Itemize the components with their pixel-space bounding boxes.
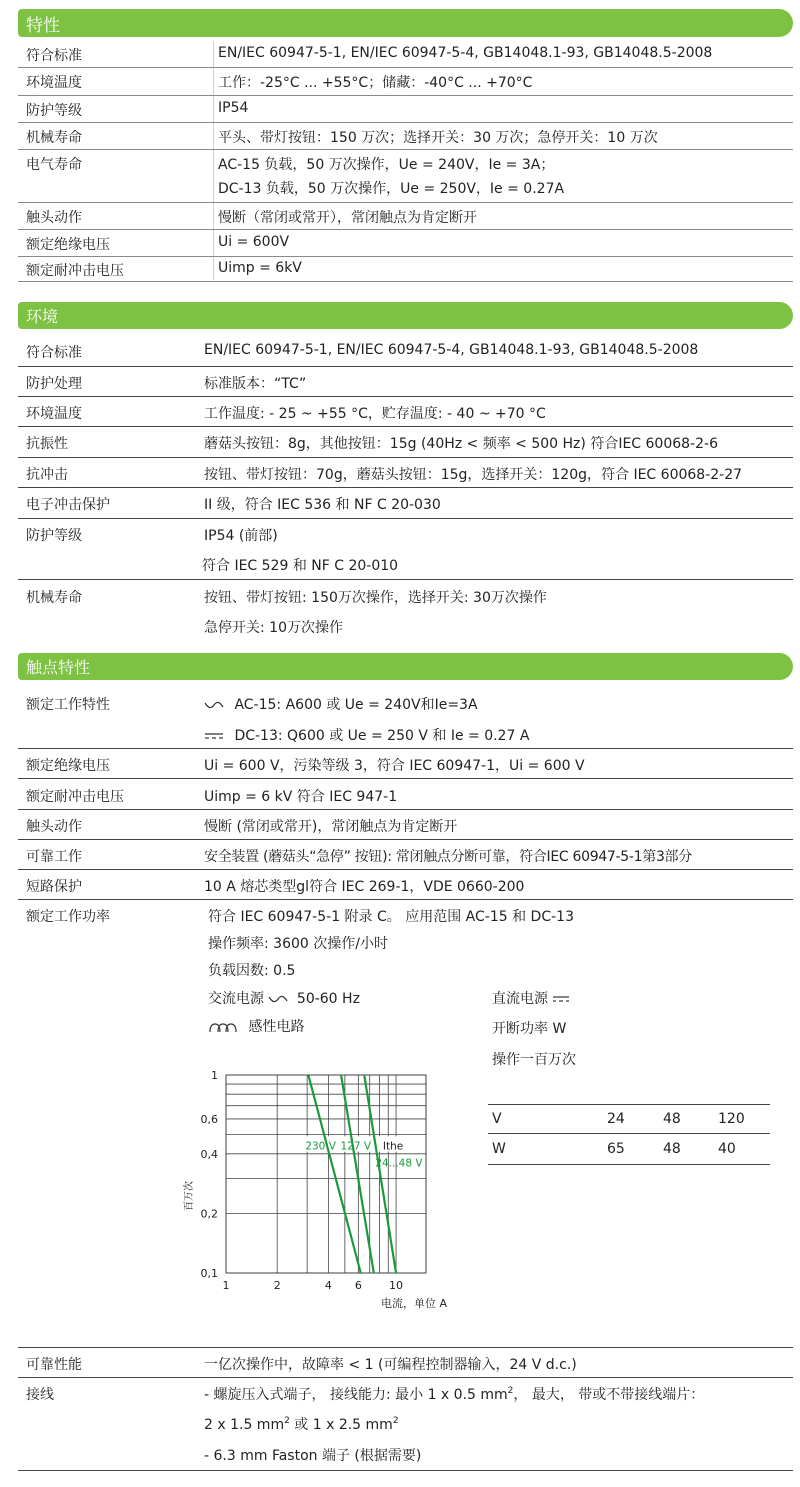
row-divider — [18, 1347, 793, 1348]
ac-frequency: 50-60 Hz — [296, 991, 360, 1007]
table-row — [18, 203, 793, 229]
table-row — [18, 230, 793, 256]
row-label: 抗振性 — [26, 436, 68, 452]
ac-supply-text: 交流电源 — [208, 991, 264, 1007]
x-tick-label: 10 — [389, 1279, 404, 1292]
row-label: 可靠性能 — [26, 1357, 82, 1373]
row-divider — [18, 366, 793, 367]
wiring-text: - 螺旋压入式端子， 接线能力: 最小 1 x 0.5 mm — [204, 1387, 508, 1403]
x-tick-label: 2 — [273, 1279, 281, 1292]
section-title: 触点特性 — [26, 658, 91, 677]
y-tick-label: 0,6 — [200, 1112, 218, 1126]
superscript: 2 — [284, 1416, 290, 1426]
row-value: EN/IEC 60947-5-1, EN/IEC 60947-5-4, GB14048.1-93, GB14048.5-2008 — [204, 342, 699, 358]
row-value — [204, 694, 478, 714]
row-value: 蘑菇头按钮：8g，其他按钮：15g (40Hz < 频率 < 500 Hz) 符合IEC 60068-2-6 — [204, 436, 718, 452]
row-divider — [18, 396, 793, 397]
row-label: 符合标准 — [26, 48, 82, 64]
row-divider — [18, 899, 793, 900]
row-value: 平头、带灯按钮：150 万次；选择开关：30 万次；急停开关：10 万次 — [218, 130, 658, 146]
table-cell: 48 — [663, 1141, 681, 1157]
row-label: 符合标准 — [26, 345, 82, 361]
row-divider — [18, 579, 793, 580]
row-divider — [18, 1470, 793, 1471]
row-value: Uimp = 6 kV 符合 IEC 947-1 — [204, 789, 398, 805]
row-label: 电子冲击保护 — [26, 497, 110, 513]
dc-breaking-power: 开断功率 W — [492, 1021, 567, 1037]
row-divider — [18, 457, 793, 458]
row-value: 一亿次操作中，故障率 < 1 (可编程控制器输入，24 V d.c.) — [204, 1357, 577, 1373]
table-cell: 65 — [607, 1141, 625, 1157]
x-tick-label: 4 — [324, 1279, 332, 1292]
row-value: 安全装置 (蘑菇头“急停” 按钮): 常闭触点分断可靠，符合IEC 60947-5-1第3部分 — [204, 849, 692, 865]
table-row — [18, 257, 793, 283]
section-header-contact-characteristics — [18, 653, 793, 680]
row-value: 操作频率: 3600 次操作/小时 — [208, 936, 388, 952]
row-label: 触头动作 — [26, 819, 82, 835]
row-label: 额定绝缘电压 — [26, 758, 110, 774]
row-label: 环境温度 — [26, 406, 82, 422]
row-label: 防护等级 — [26, 528, 82, 544]
table-row — [18, 150, 793, 202]
row-value: 符合 IEC 529 和 NF C 20-010 — [202, 558, 399, 574]
row-value: - 6.3 mm Faston 端子 (根据需要) — [204, 1448, 422, 1464]
row-value: IP54 — [218, 100, 249, 116]
series-label: 24...48 V — [375, 1157, 423, 1170]
row-label: 额定耐冲击电压 — [26, 263, 124, 279]
row-divider — [18, 748, 793, 749]
dc-symbol-icon — [204, 730, 224, 742]
row-divider — [18, 839, 793, 840]
series-line — [308, 1075, 360, 1273]
row-label: 抗冲击 — [26, 467, 68, 483]
table-row — [18, 41, 793, 67]
row-divider — [18, 1377, 793, 1378]
row-label: 额定工作功率 — [26, 909, 110, 925]
dc-rating: DC-13: Q600 或 Ue = 250 V 和 Ie = 0.27 A — [234, 728, 530, 744]
life-curve-chart — [180, 1060, 450, 1320]
superscript: 2 — [507, 1386, 514, 1396]
inductive-circuit-label — [208, 1016, 304, 1036]
dc-operations: 操作一百万次 — [492, 1052, 576, 1068]
row-value: 负载因数: 0.5 — [208, 963, 296, 979]
row-label: 电气寿命 — [26, 157, 82, 173]
row-value: AC-15 负载，50 万次操作，Ue = 240V，Ie = 3A； — [218, 157, 555, 173]
row-value: IP54 (前部) — [204, 528, 278, 544]
row-divider — [18, 809, 793, 810]
ac-symbol-icon — [204, 699, 224, 711]
row-label: 接线 — [26, 1387, 54, 1403]
row-value: EN/IEC 60947-5-1, EN/IEC 60947-5-4, GB14048.1-93, GB14048.5-2008 — [218, 45, 713, 61]
wiring-text: ， 最大， 带或不带接线端片： — [513, 1387, 705, 1403]
table-row — [18, 123, 793, 149]
row-value: Ui = 600 V，污染等级 3，符合 IEC 60947-1，Ui = 600 V — [204, 758, 585, 774]
row-value: Uimp = 6kV — [218, 260, 302, 276]
dc-supply-label — [492, 988, 570, 1008]
section-title: 特性 — [26, 15, 60, 36]
row-value — [204, 725, 529, 745]
row-label: 环境温度 — [26, 75, 82, 91]
row-label: 额定耐冲击电压 — [26, 789, 124, 805]
row-value: 按钮、带灯按钮：70g，蘑菇头按钮：15g，选择开关：120g，符合 IEC 60068-2-27 — [204, 467, 743, 483]
series-label: 230 V — [305, 1140, 336, 1153]
row-label: 额定工作特性 — [26, 697, 110, 713]
row-value: 慢断 (常闭或常开)，常闭触点为肯定断开 — [204, 819, 458, 835]
dc-supply-text: 直流电源 — [492, 991, 548, 1007]
y-tick-label: 0,1 — [200, 1267, 218, 1280]
ac-rating: AC-15: A600 或 Ue = 240V和Ie=3A — [234, 697, 478, 713]
table-row — [18, 68, 793, 94]
x-axis-label: 电流，单位 A — [381, 1297, 448, 1310]
superscript: 2 — [392, 1416, 399, 1426]
y-tick-label: 1 — [211, 1069, 218, 1082]
row-divider — [18, 778, 793, 779]
row-label: 防护等级 — [26, 103, 82, 119]
row-divider — [18, 487, 793, 488]
table-header-cell: 120 — [718, 1111, 745, 1127]
ac-symbol-icon — [268, 993, 288, 1005]
row-value — [204, 1414, 399, 1434]
row-label: 短路保护 — [26, 879, 82, 895]
section-header-environment — [18, 302, 793, 329]
row-label: 机械寿命 — [26, 130, 82, 146]
table-cell: 40 — [718, 1141, 736, 1157]
ac-supply-label — [208, 988, 360, 1008]
row-divider — [18, 518, 793, 519]
row-label: 机械寿命 — [26, 590, 82, 606]
dc-symbol-icon — [552, 993, 570, 1005]
table-header-cell: 48 — [663, 1111, 681, 1127]
row-value: II 级，符合 IEC 536 和 NF C 20-030 — [204, 497, 441, 513]
row-label: 额定绝缘电压 — [26, 237, 110, 253]
row-value: 符合 IEC 60947-5-1 附录 C。 应用范围 AC-15 和 DC-13 — [208, 909, 574, 925]
row-divider — [18, 281, 793, 282]
section-header-characteristics — [18, 9, 793, 37]
inductive-text: 感性电路 — [248, 1019, 305, 1035]
x-tick-label: 1 — [222, 1279, 230, 1292]
y-tick-label: 0,2 — [200, 1207, 218, 1221]
row-divider — [18, 426, 793, 427]
row-value: 工作：-25°C ... +55°C；储藏：-40°C ... +70°C — [218, 75, 533, 91]
table-divider — [488, 1133, 770, 1134]
wiring-text: 2 x 1.5 mm — [204, 1417, 285, 1433]
row-value: 慢断（常闭或常开），常闭触点为肯定断开 — [218, 210, 477, 226]
row-value: 急停开关: 10万次操作 — [204, 620, 343, 636]
table-top-border — [488, 1104, 770, 1105]
row-value — [204, 1384, 704, 1404]
row-value: DC-13 负载，50 万次操作，Ue = 250V，Ie = 0.27A — [218, 181, 565, 197]
table-row — [18, 96, 793, 122]
row-value: 按钮、带灯按钮: 150万次操作，选择开关: 30万次操作 — [204, 590, 547, 606]
section-title: 环境 — [26, 307, 59, 326]
table-bottom-border — [488, 1164, 770, 1165]
row-divider — [18, 869, 793, 870]
row-label: 触头动作 — [26, 210, 82, 226]
inductor-icon — [208, 1021, 240, 1033]
x-tick-label: 6 — [354, 1279, 362, 1292]
row-value: 工作温度: - 25 ~ +55 °C，贮存温度: - 40 ~ +70 °C — [204, 406, 546, 422]
row-label: 可靠工作 — [26, 849, 82, 865]
row-value: 标准版本：“TC” — [204, 376, 307, 392]
table-header-cell: V — [492, 1111, 502, 1127]
row-value: 10 A 熔芯类型gl符合 IEC 269-1，VDE 0660-200 — [204, 879, 525, 895]
row-label: 防护处理 — [26, 376, 82, 392]
y-tick-label: 0,4 — [200, 1147, 218, 1161]
annotation-label: Ithe — [382, 1140, 404, 1153]
series-label: 127 V — [340, 1140, 372, 1153]
wiring-text: 或 1 x 2.5 mm — [289, 1417, 393, 1433]
y-axis-label: 百万次 — [184, 1181, 195, 1211]
table-header-cell: 24 — [607, 1111, 625, 1127]
row-value: Ui = 600V — [218, 234, 290, 250]
table-cell: W — [492, 1141, 506, 1157]
